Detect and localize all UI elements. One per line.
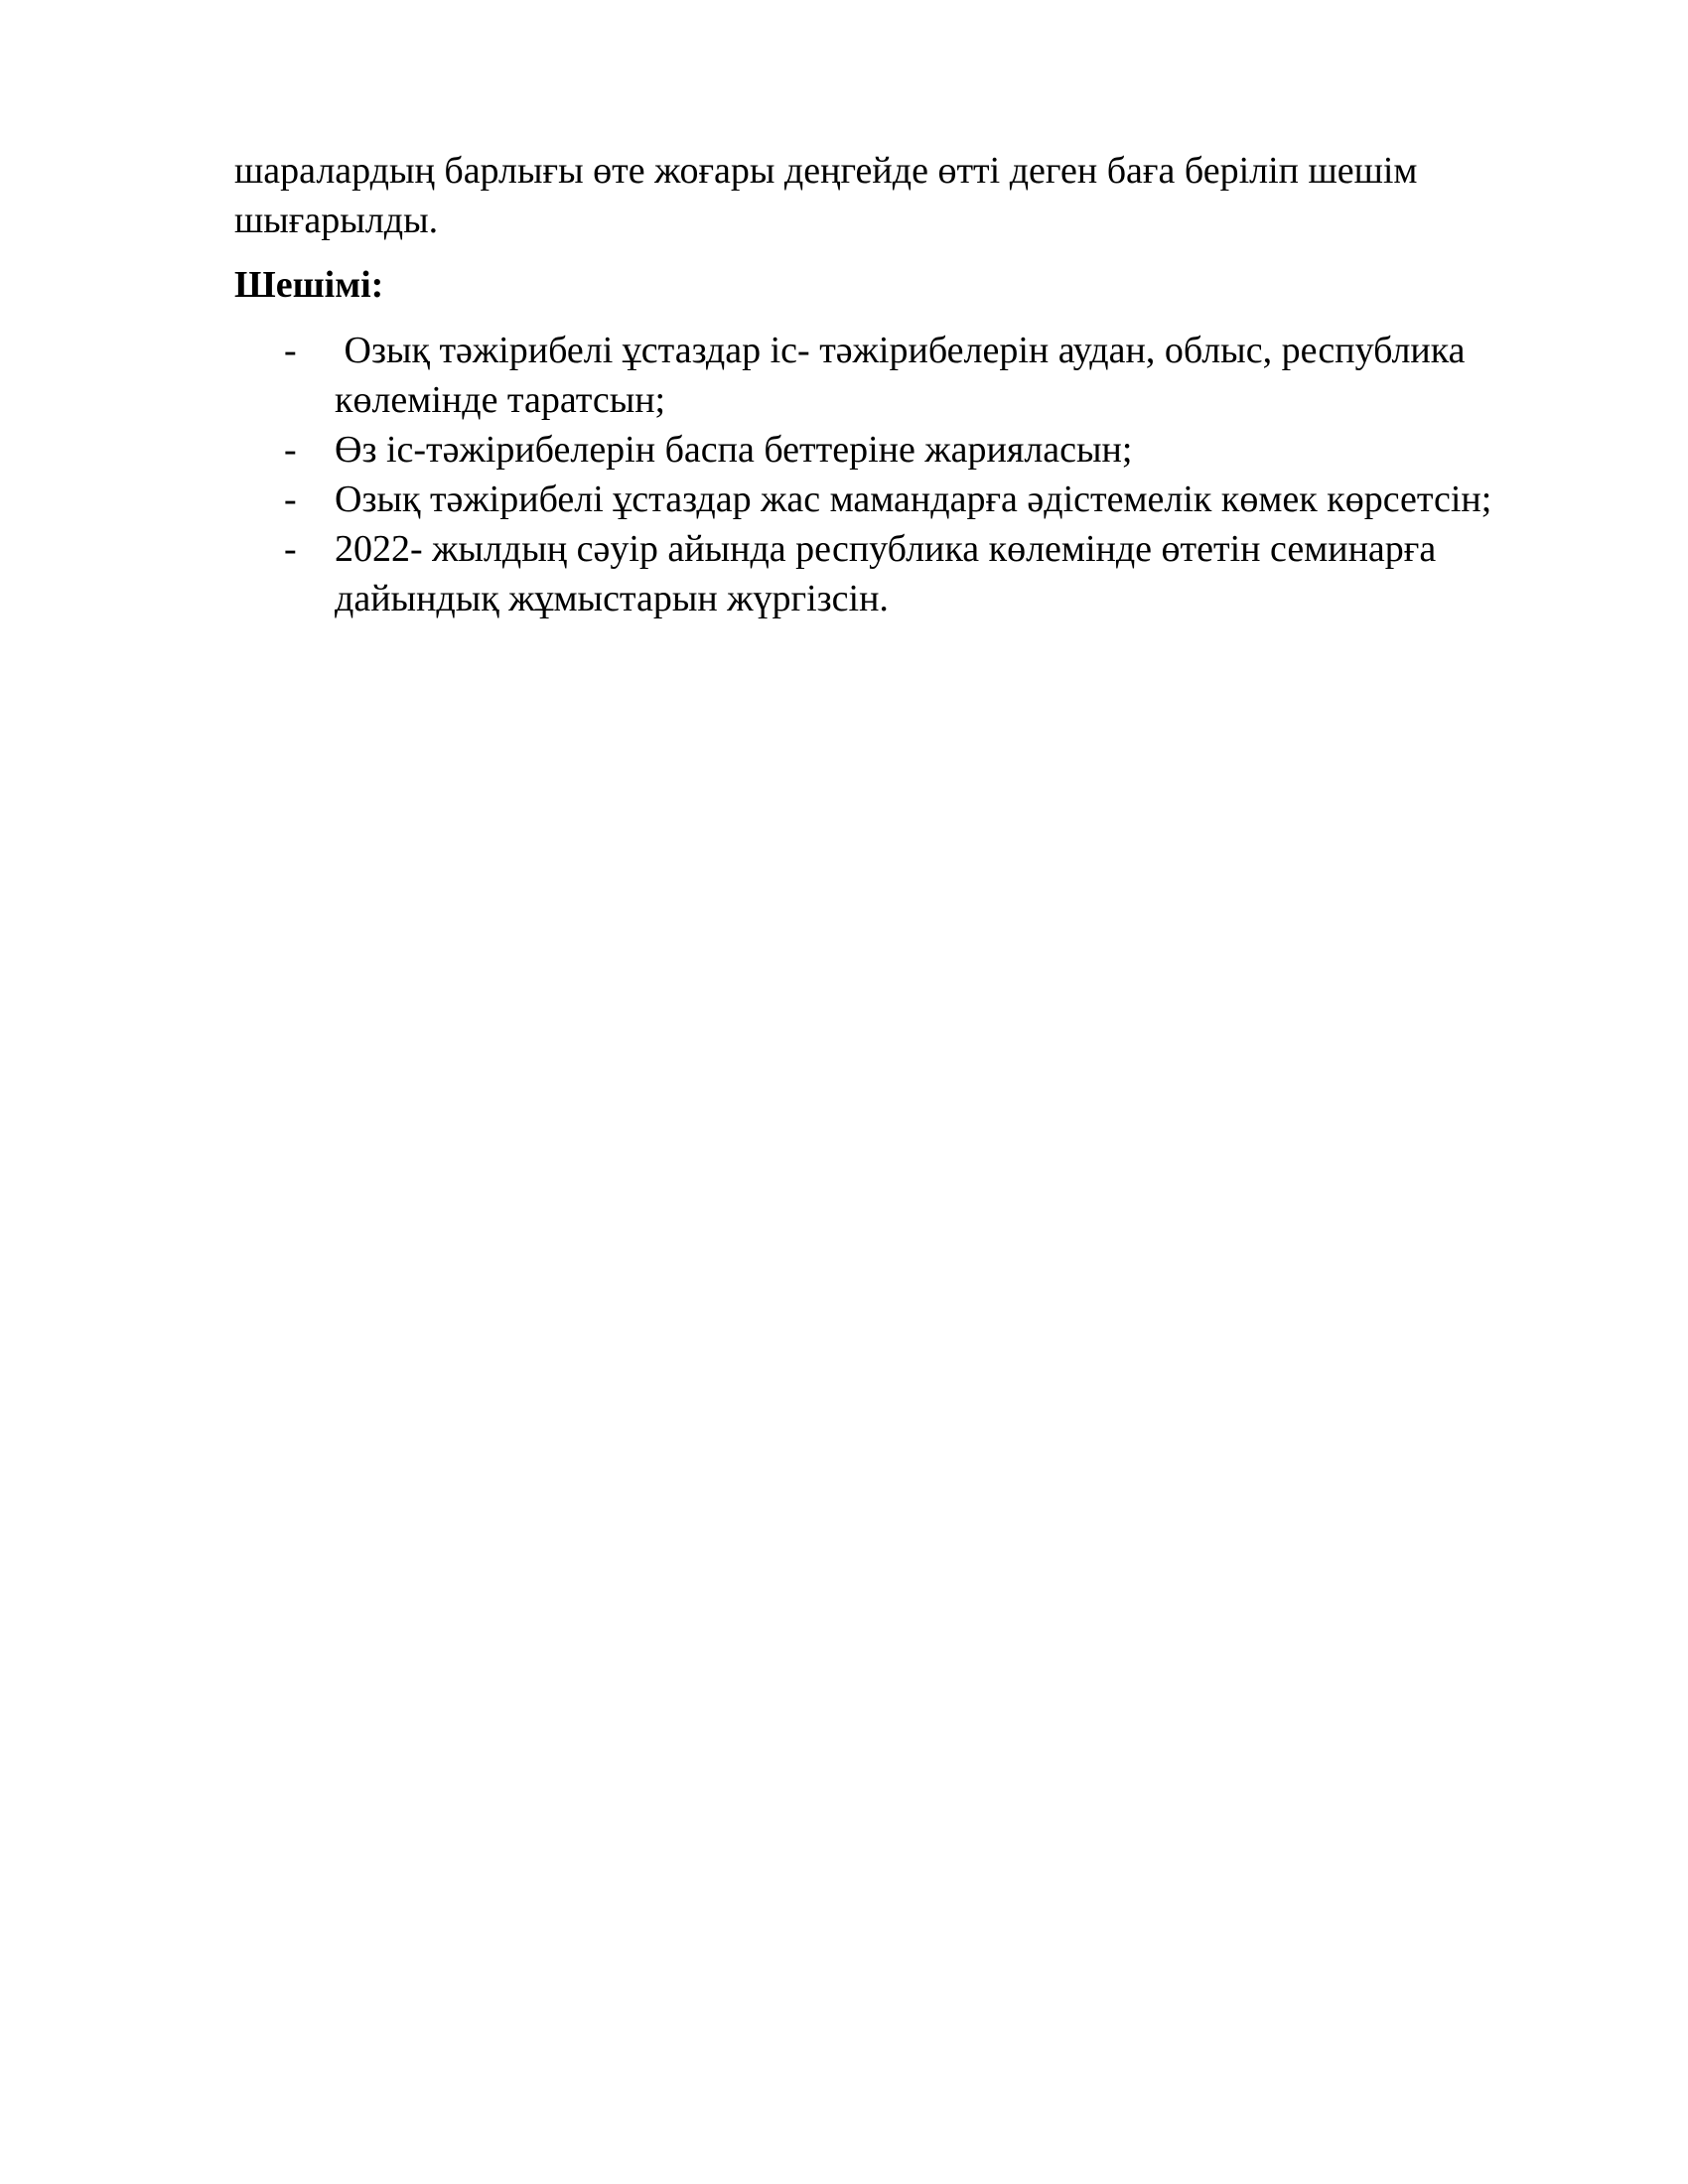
list-item-line: көлемінде таратсын; bbox=[335, 379, 666, 421]
list-item bbox=[234, 326, 1525, 425]
dash-list-marker: - bbox=[284, 429, 297, 471]
dash-list-marker: - bbox=[284, 330, 297, 371]
paragraph-line: шаралардың барлығы өте жоғары деңгейде өтті деген баға беріліп шешім bbox=[234, 150, 1418, 192]
list-item-line: дайындық жұмыстарын жүргізсін. bbox=[335, 578, 889, 619]
decision-list bbox=[234, 326, 1525, 623]
list-item-line: Озық тәжірибелі ұстаздар жас мамандарға әдістемелік көмек көрсетсін; bbox=[335, 478, 1492, 520]
decision-heading: Шешімі: bbox=[234, 264, 384, 306]
list-item bbox=[234, 425, 1525, 475]
list-item bbox=[234, 524, 1525, 623]
dash-list-marker: - bbox=[284, 528, 297, 570]
paragraph-line: шығарылды. bbox=[234, 200, 439, 241]
document-content bbox=[234, 146, 1525, 623]
list-item-line: Өз іс-тәжірибелерін баспа беттеріне жарияласын; bbox=[335, 429, 1133, 471]
dash-list-marker: - bbox=[284, 478, 297, 520]
list-item-line: Озық тәжірибелі ұстаздар іс- тәжірибелерін аудан, облыс, республика bbox=[335, 330, 1466, 371]
list-item-line: 2022- жылдың сәуір айында республика көлемінде өтетін семинарға bbox=[335, 528, 1437, 570]
list-item bbox=[234, 475, 1525, 524]
intro-paragraph bbox=[234, 146, 1525, 245]
